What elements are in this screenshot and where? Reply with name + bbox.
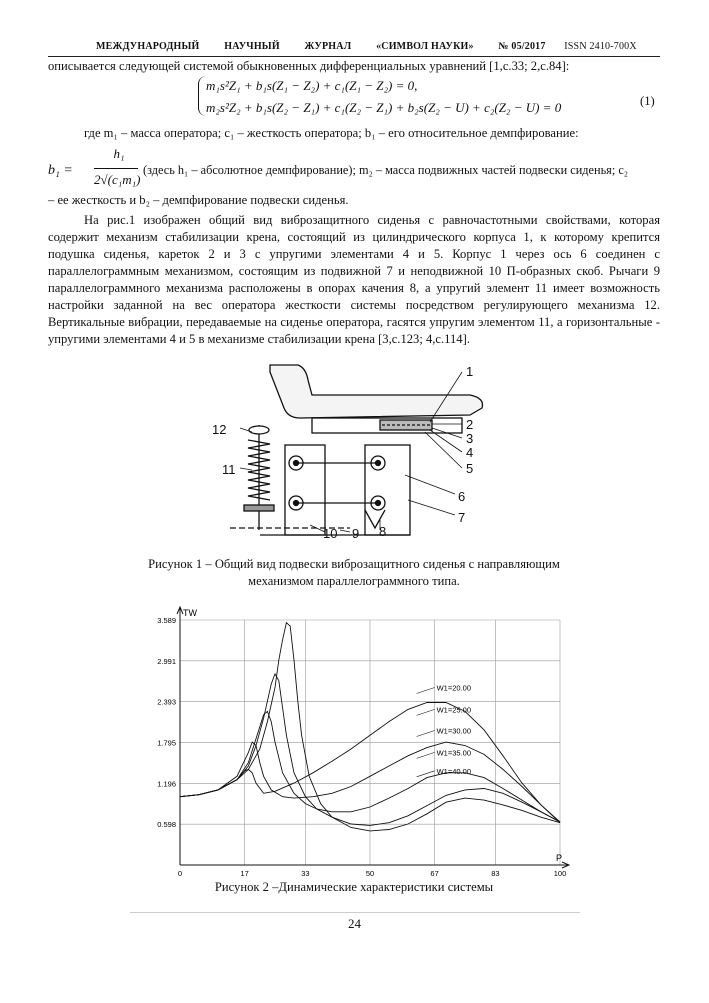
legend-label: W1=30.00	[436, 726, 472, 736]
b1-rest: (здесь h₁ – абсолютное демпфирование); m₂ – масса подвижных частей подвески сиденья; c₂	[143, 163, 629, 177]
equation-line-2: m₂s²Z₂ + b₁s(Z₂ − Z₁) + c₁(Z₂ − Z₁) + b₂s(Z₂ − U) + c₂(Z₂ − U) = 0	[206, 100, 562, 115]
equation-line-1: m₁s²Z₁ + b₁s(Z₁ − Z₂) + c₁(Z₁ − Z₂) = 0,	[206, 78, 418, 93]
y-tick-label: 2.393	[157, 697, 176, 707]
legend-leader	[417, 752, 435, 758]
y-axis-label: TW	[183, 608, 197, 618]
chart-grid	[180, 620, 563, 865]
b2-line: – ее жесткость и b₂ – демпфирование подвески сиденья.	[48, 193, 349, 207]
legend-leader	[417, 731, 435, 737]
fig1-label-1: 1	[466, 364, 474, 379]
figure1-caption-line2: механизмом параллелограммного типа.	[248, 574, 460, 588]
dynamic-characteristics-chart	[140, 600, 580, 880]
intro-line: описывается следующей системой обыкновенных дифференциальных уравнений [1,с.33; 2,с.84]:	[48, 59, 570, 73]
b1-denominator: 2√(c₁m₁)	[94, 172, 141, 187]
page-number: 24	[348, 916, 361, 931]
x-tick-label: 67	[430, 869, 439, 878]
legend-leader	[417, 688, 435, 694]
header-word-2: НАУЧНЫЙ	[224, 41, 280, 52]
x-axis-label: P	[556, 853, 563, 863]
journal-header	[96, 41, 659, 52]
fig1-label-10: 10	[323, 526, 338, 541]
legend-label: W1=35.00	[436, 748, 472, 758]
legend-label: W1=25.00	[436, 705, 472, 715]
legend-label: W1=40.00	[436, 766, 472, 776]
fig1-label-5: 5	[466, 461, 474, 476]
fig1-label-8: 8	[379, 524, 387, 539]
b1-numerator: h₁	[113, 146, 125, 161]
footer-rule	[130, 912, 580, 913]
x-tick-label: 100	[553, 869, 567, 878]
header-rule	[48, 56, 660, 57]
x-tick-label: 0	[177, 869, 183, 878]
fraction-bar	[94, 168, 138, 169]
fig1-label-7: 7	[458, 510, 466, 525]
figure2-caption: Рисунок 2 –Динамические характеристики системы	[214, 880, 494, 894]
legend-leader	[417, 771, 435, 777]
y-tick-label: 3.589	[157, 616, 176, 625]
fig1-label-6: 6	[458, 489, 466, 504]
header-word-3: ЖУРНАЛ	[304, 41, 352, 52]
where-line: где m₁ – масса оператора; c₁ – жесткость оператора; b₁ – его относительное демпфирование:	[84, 126, 579, 140]
y-tick-label: 2.991	[157, 656, 176, 666]
legend-label: W1=20.00	[436, 683, 472, 693]
legend-leader	[417, 709, 435, 715]
y-tick-label: 1.196	[157, 779, 176, 789]
header-word-1: МЕЖДУНАРОДНЫЙ	[96, 41, 200, 52]
fig1-label-11: 11	[222, 462, 236, 477]
fig1-label-2: 2	[466, 417, 474, 432]
b1-lhs: b₁ =	[48, 163, 73, 178]
header-issue: № 05/2017	[498, 41, 546, 52]
fig1-label-4: 4	[466, 445, 474, 460]
x-tick-label: 50	[365, 869, 375, 878]
y-tick-label: 0.598	[157, 820, 176, 830]
chart-ticks	[157, 608, 566, 878]
header-issn: ISSN 2410-700X	[564, 41, 637, 52]
x-tick-label: 33	[301, 869, 310, 878]
x-tick-label: 83	[491, 869, 500, 878]
x-tick-label: 17	[240, 869, 249, 878]
chart-legend	[417, 684, 471, 777]
figure1-caption-line1: Рисунок 1 – Общий вид подвески виброзащитного сиденья с направляющим	[148, 557, 560, 571]
equation-number: (1)	[640, 94, 655, 108]
description-paragraph: На рис.1 изображен общий вид виброзащитного сиденья с равночастотными свойствами, которая содержит механизм стабилизации крена, состоящий из цилиндрического корпуса 1, к которому крепится подушка сиденья, кареток 2 и 3 с упругими элементами 4 и 5. Корпус 1 через ось 6 соединен с параллелограммным механизмом, состоящим из подвижной 7 и неподвижной 10 П-образных скоб. Рычаги 9 параллелограммного механизма расположены в опорах качения 8, а упругий элемент 11 имеет возможность настройки заданной на вес оператора жесткости системы посредством регулирующего механизма 12. Вертикальные вибрации, передаваемые на сиденье оператора, гасятся упругим элементом 11, а горизонтальные - упругими элементами 4 и 5 в механизме стабилизации крена [3,с.123; 4,с.114].	[48, 213, 660, 346]
chart-axes	[177, 607, 569, 868]
fig1-label-9: 9	[352, 526, 360, 541]
y-tick-label: 1.795	[157, 738, 176, 748]
header-word-4: «СИМВОЛ НАУКИ»	[376, 41, 474, 52]
fig1-label-3: 3	[466, 431, 474, 446]
fig1-label-12: 12	[212, 422, 227, 437]
